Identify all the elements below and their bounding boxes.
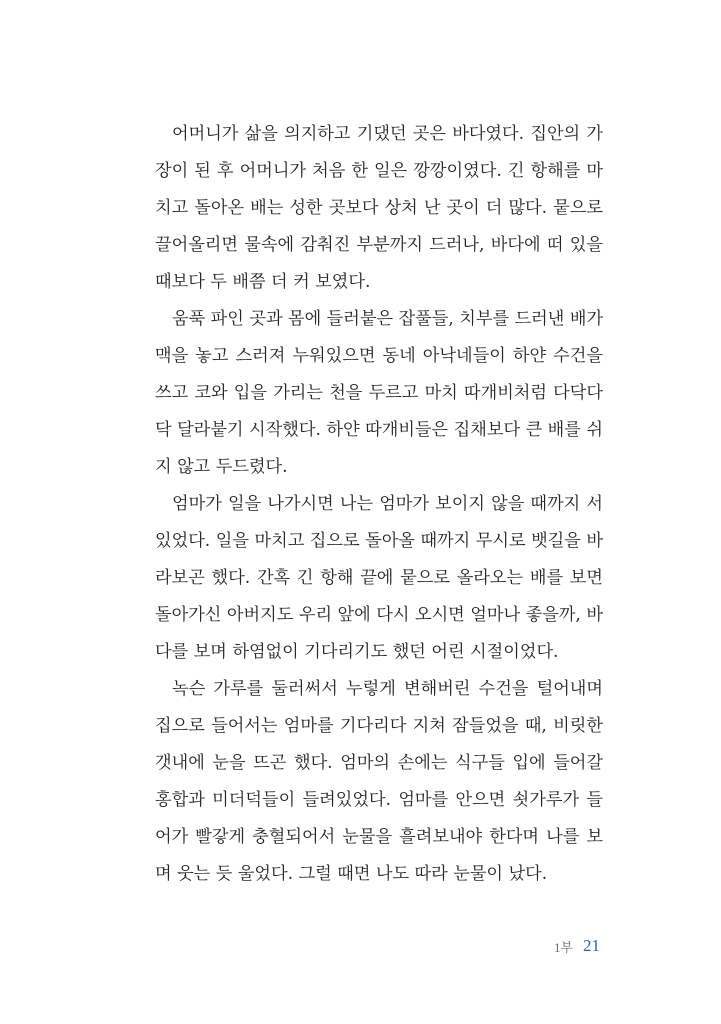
text-line: 쓰고 코와 입을 가리는 천을 두르고 마치 따개비처럼 다닥다 bbox=[155, 383, 603, 403]
part-label: 1부 bbox=[553, 939, 573, 955]
text-line: 때보다 두 배쯤 더 커 보였다. bbox=[155, 272, 371, 292]
text-line: 움푹 파인 곳과 몸에 들러붙은 잡풀들, 치부를 드러낸 배가 bbox=[172, 309, 604, 329]
paragraph-2 bbox=[155, 301, 603, 486]
text-line: 녹슨 가루를 둘러써서 누렇게 변해버린 수건을 털어내며 bbox=[172, 679, 603, 699]
text-line: 장이 된 후 어머니가 처음 한 일은 깡깡이였다. 긴 항해를 마 bbox=[155, 161, 603, 181]
text-line: 닥 달라붙기 시작했다. 하얀 따개비들은 집채보다 큰 배를 쉬 bbox=[155, 420, 603, 440]
text-line: 돌아가신 아버지도 우리 앞에 다시 오시면 얼마나 좋을까, 바 bbox=[155, 605, 603, 625]
text-line: 엄마가 일을 나가시면 나는 엄마가 보이지 않을 때까지 서 bbox=[172, 494, 603, 514]
text-line: 며 웃는 듯 울었다. 그럴 때면 나도 따라 눈물이 났다. bbox=[155, 864, 548, 884]
text-line: 홍합과 미더덕들이 들려있었다. 엄마를 안으면 쇳가루가 들 bbox=[155, 790, 603, 810]
text-line: 맥을 놓고 스러져 누워있으면 동네 아낙네들이 하얀 수건을 bbox=[155, 346, 603, 366]
paragraph-3 bbox=[155, 486, 603, 671]
paragraph-4 bbox=[155, 671, 603, 893]
page-body bbox=[155, 116, 603, 893]
text-line: 어머니가 삶을 의지하고 기댔던 곳은 바다였다. 집안의 가 bbox=[172, 124, 603, 144]
text-line: 끌어올리면 물속에 감춰진 부분까지 드러나, 바다에 떠 있을 bbox=[155, 235, 603, 255]
page-number: 21 bbox=[583, 936, 600, 955]
text-line: 갯내에 눈을 뜨곤 했다. 엄마의 손에는 식구들 입에 들어갈 bbox=[155, 753, 603, 773]
paragraph-1 bbox=[155, 116, 603, 301]
text-line: 있었다. 일을 마치고 집으로 돌아올 때까지 무시로 뱃길을 바 bbox=[155, 531, 603, 551]
text-line: 라보곤 했다. 간혹 긴 항해 끝에 뭍으로 올라오는 배를 보면 bbox=[155, 568, 603, 588]
text-line: 어가 빨갛게 충혈되어서 눈물을 흘려보내야 한다며 나를 보 bbox=[155, 827, 603, 847]
text-line: 다를 보며 하염없이 기다리기도 했던 어린 시절이었다. bbox=[155, 642, 559, 662]
text-line: 지 않고 두드렸다. bbox=[155, 457, 288, 477]
text-line: 치고 돌아온 배는 성한 곳보다 상처 난 곳이 더 많다. 뭍으로 bbox=[155, 198, 603, 218]
page-footer bbox=[540, 934, 600, 958]
text-line: 집으로 들어서는 엄마를 기다리다 지쳐 잠들었을 때, 비릿한 bbox=[155, 716, 603, 736]
